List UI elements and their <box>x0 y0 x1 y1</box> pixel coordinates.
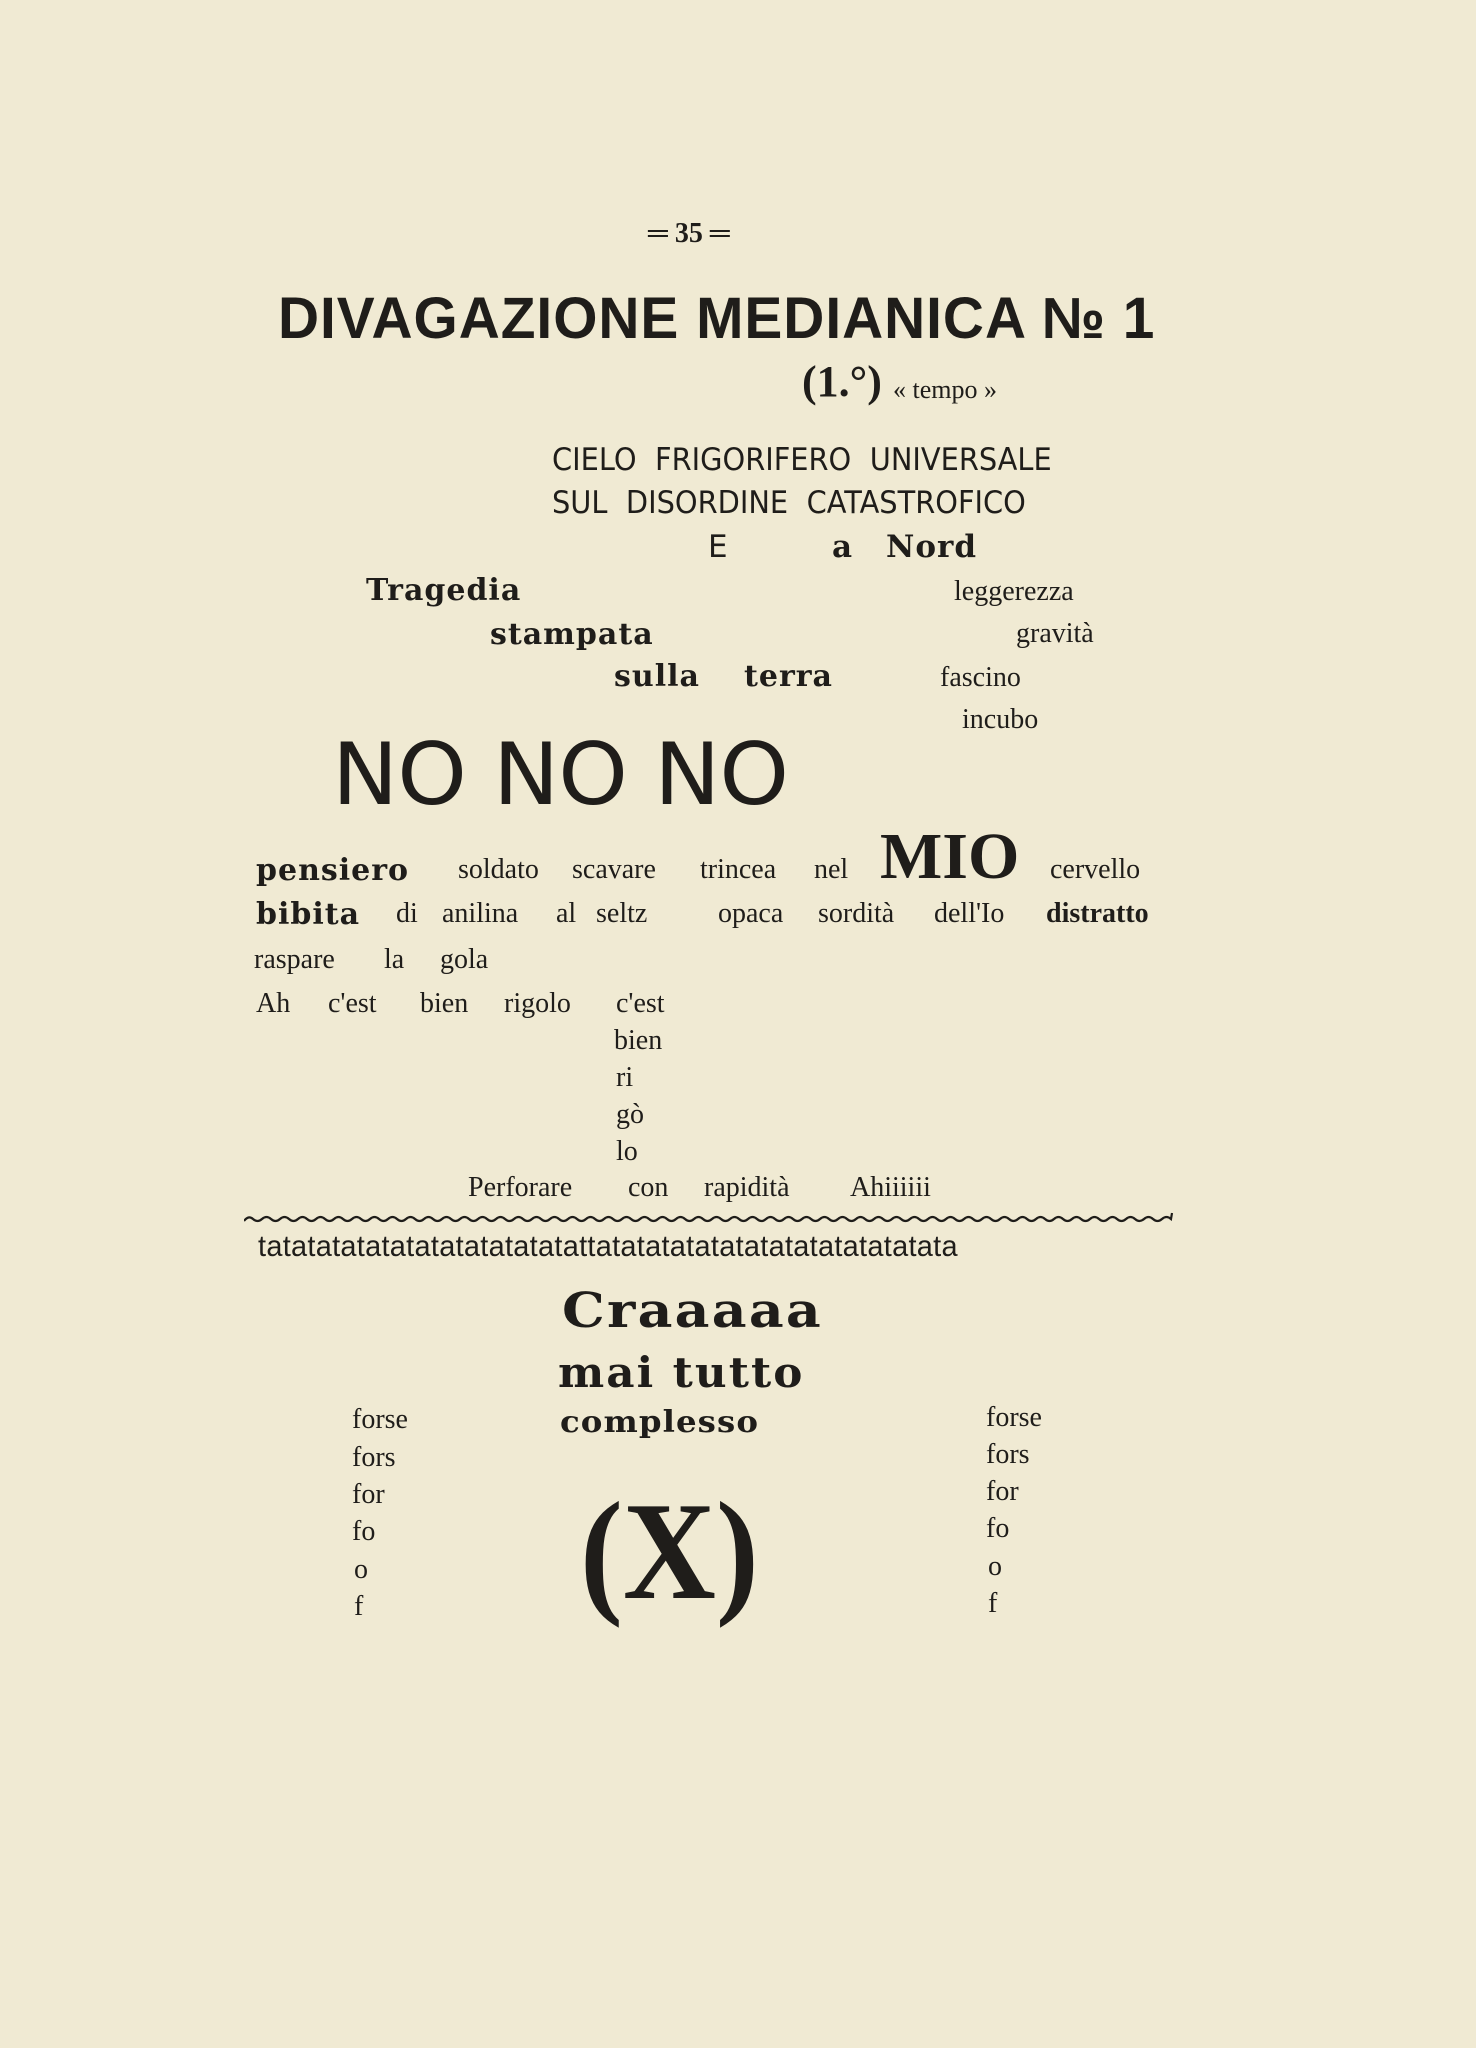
cascade-cest: c'est <box>616 988 665 1019</box>
forse-right-2: fors <box>986 1439 1030 1470</box>
complesso-word: complesso <box>560 1405 760 1440</box>
tragedia-word: Tragedia <box>366 573 522 608</box>
fascino-word: fascino <box>940 662 1021 693</box>
incubo-word: incubo <box>962 704 1039 735</box>
anilina-word: anilina <box>442 898 519 929</box>
distratto-word: distratto <box>1046 898 1149 929</box>
cest-word: c'est <box>328 988 377 1019</box>
trincea-word: trincea <box>700 854 777 885</box>
page-number: ═ 35 ═ <box>648 218 730 249</box>
perforare-word: Perforare <box>468 1172 573 1203</box>
di-word: di <box>396 898 418 929</box>
cervello-word: cervello <box>1050 854 1141 885</box>
nel-word: nel <box>814 854 849 885</box>
forse-left-2: fors <box>352 1442 396 1473</box>
no-no-no: NO NO NO <box>332 725 789 825</box>
cielo-e: E <box>708 529 728 565</box>
con-word: con <box>628 1172 669 1203</box>
ah-word: Ah <box>256 988 291 1019</box>
terra-word: terra <box>744 659 833 694</box>
subtitle-tempo: « tempo » <box>893 375 997 404</box>
seltz-word: seltz <box>596 898 648 929</box>
sordita-word: sordità <box>818 898 895 929</box>
cielo-line-1: CIELO FRIGORIFERO UNIVERSALE <box>552 442 1052 478</box>
rigolo-word: rigolo <box>504 988 571 1019</box>
bibita-word: bibita <box>256 897 361 932</box>
forse-left-5: o <box>354 1554 368 1585</box>
bien-word: bien <box>420 988 469 1019</box>
forse-right-4: fo <box>986 1513 1010 1544</box>
scavare-word: scavare <box>572 854 656 885</box>
page-title: DIVAGAZIONE MEDIANICA № 1 <box>278 286 1156 351</box>
pensiero-word: pensiero <box>256 853 410 888</box>
cascade-bien: bien <box>614 1025 663 1056</box>
forse-left-1: forse <box>352 1404 408 1435</box>
wavy-line <box>244 1207 1178 1231</box>
craaaaa-word: Craaaaa <box>562 1283 823 1339</box>
sulla-word: sulla <box>614 659 700 694</box>
raspare-word: raspare <box>254 944 335 975</box>
cascade-go: gò <box>616 1099 644 1130</box>
forse-left-3: for <box>352 1479 385 1510</box>
mio-word: MIO <box>880 820 1020 893</box>
forse-right-1: forse <box>986 1402 1042 1433</box>
forse-right-3: for <box>986 1476 1019 1507</box>
x-symbol: (X) <box>580 1474 759 1629</box>
opaca-word: opaca <box>718 898 784 929</box>
ahiiiiii-word: Ahiiiiii <box>850 1172 931 1203</box>
forse-left-4: fo <box>352 1516 376 1547</box>
forse-right-6: f <box>988 1588 998 1619</box>
mai-tutto-words: mai tutto <box>558 1348 805 1397</box>
cascade-lo: lo <box>616 1136 638 1167</box>
tatata-line: tatatatatatatatatatatatatattatatatatatatatatatatatatatata <box>258 1230 958 1263</box>
subtitle-number: (1.°) <box>802 357 882 406</box>
gola-word: gola <box>440 944 489 975</box>
stampata-word: stampata <box>490 617 654 652</box>
forse-right-5: o <box>988 1551 1002 1582</box>
leggerezza-word: leggerezza <box>954 576 1074 607</box>
gravita-word: gravità <box>1016 618 1094 649</box>
cielo-line-2: SUL DISORDINE CATASTROFICO <box>552 485 1026 521</box>
rapidita-word: rapidità <box>704 1172 790 1203</box>
soldato-word: soldato <box>458 854 539 885</box>
al-word: al <box>556 898 577 929</box>
forse-left-6: f <box>354 1591 364 1622</box>
cascade-ri: ri <box>616 1062 634 1093</box>
cielo-nord: Nord <box>886 529 978 565</box>
la-word: la <box>384 944 405 975</box>
dell-io-word: dell'Io <box>934 898 1005 929</box>
cielo-a: a <box>832 529 854 565</box>
